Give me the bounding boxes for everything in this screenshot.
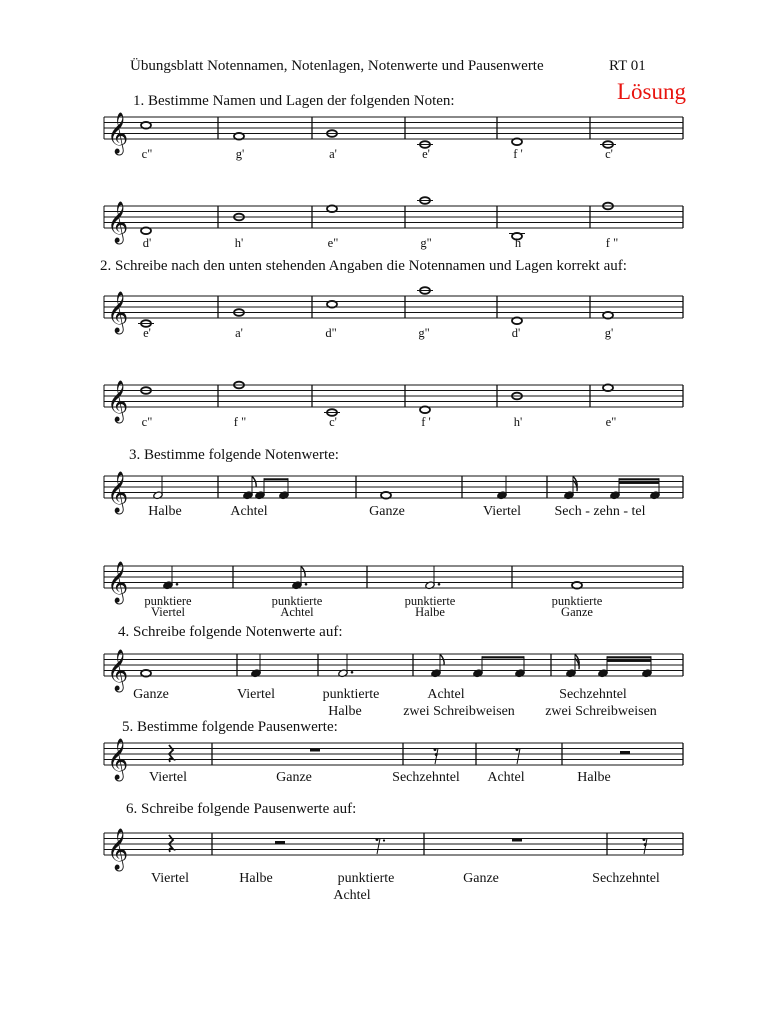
value-label: Viertel: [236, 687, 276, 702]
rest-dot: [383, 839, 385, 841]
rest-label: Sechzehntel: [592, 871, 660, 886]
note-label: a': [329, 147, 337, 161]
value-label: Ganze: [369, 504, 405, 519]
rest-flag: [643, 838, 646, 841]
value-label: Viertel: [151, 605, 185, 619]
note-label: a': [235, 326, 243, 340]
rest-flag: [434, 748, 437, 751]
rest-label: Halbe: [577, 770, 611, 785]
note-label: d': [142, 236, 152, 250]
heading-section-2: 2. Schreibe nach den unten stehenden Angaben die Notennamen und Lagen korrekt auf:: [100, 258, 627, 274]
value-label: Achtel: [427, 687, 465, 702]
heading-section-4: 4. Schreibe folgende Notenwerte auf:: [118, 624, 343, 640]
value-label: Halbe: [328, 704, 362, 719]
note-label: c': [329, 415, 337, 429]
note-label: f ": [233, 415, 247, 429]
treble-clef-icon: 𝄞: [107, 381, 129, 422]
note-label: g": [420, 236, 432, 250]
value-label: punktiere: [144, 594, 192, 608]
rest-label: Achtel: [487, 770, 525, 785]
treble-clef-icon: 𝄞: [107, 650, 129, 691]
half-rest: [620, 751, 630, 754]
heading-section-3: 3. Bestimme folgende Notenwerte:: [129, 447, 339, 463]
value-label: punktierte: [404, 594, 456, 608]
heading-section-6: 6. Schreibe folgende Pausenwerte auf:: [126, 801, 357, 817]
value-label: punktierte: [551, 594, 603, 608]
value-label: Halbe: [415, 605, 445, 619]
rest-label: Achtel: [333, 888, 371, 903]
note-label: f ": [605, 236, 619, 250]
value-label: Halbe: [148, 504, 182, 519]
rest-label: Viertel: [150, 871, 190, 886]
note-label: h': [234, 236, 244, 250]
note-label: h: [514, 236, 522, 250]
note-label: c": [141, 415, 153, 429]
value-label: Ganze: [561, 605, 593, 619]
note-label: e": [327, 236, 339, 250]
rest-flag: [376, 838, 379, 841]
rest-flag: [516, 748, 519, 751]
note-label: f ': [421, 415, 431, 429]
note-beam: [607, 660, 651, 662]
whole-rest: [512, 839, 522, 842]
note-dot: [351, 671, 354, 674]
note-label: g": [418, 326, 430, 340]
note-beam: [264, 478, 288, 480]
rest-label: punktierte: [337, 871, 395, 886]
note-beam: [482, 656, 524, 658]
rest-label: Ganze: [463, 871, 499, 886]
worksheet-title: Übungsblatt Notennamen, Notenlagen, Notenwerte und Pausenwerte: [130, 58, 544, 74]
half-rest: [275, 841, 285, 844]
treble-clef-icon: 𝄞: [107, 202, 129, 243]
rest-flag: [435, 753, 438, 756]
rest-label: Viertel: [148, 770, 188, 785]
treble-clef-icon: 𝄞: [107, 113, 129, 154]
heading-section-1: 1. Bestimme Namen und Lagen der folgenden Noten:: [133, 93, 455, 109]
value-label: Sech - zehn - tel: [554, 504, 646, 519]
note-label: c': [605, 147, 613, 161]
rest-label: Halbe: [239, 871, 273, 886]
value-label: Achtel: [230, 504, 268, 519]
value-label: punktierte: [322, 687, 380, 702]
note-label: e": [605, 415, 617, 429]
treble-clef-icon: 𝄞: [107, 472, 129, 513]
note-dot: [305, 583, 308, 586]
value-label: zwei Schreibweisen: [403, 704, 515, 719]
value-label: Viertel: [482, 504, 522, 519]
note-beam: [619, 478, 659, 480]
note-dot: [176, 583, 179, 586]
value-label: Ganze: [133, 687, 169, 702]
worksheet-code: RT 01: [609, 58, 646, 74]
note-dot: [438, 583, 441, 586]
rest-label: Ganze: [276, 770, 312, 785]
treble-clef-icon: 𝄞: [107, 739, 129, 780]
treble-clef-icon: 𝄞: [107, 562, 129, 603]
note-label: f ': [513, 147, 523, 161]
rest-flag: [644, 843, 647, 846]
solution-label: Lösung: [617, 79, 686, 104]
heading-section-5: 5. Bestimme folgende Pausenwerte:: [122, 719, 338, 735]
value-label: zwei Schreibweisen: [545, 704, 657, 719]
value-label: punktierte: [271, 594, 323, 608]
value-label: Sechzehntel: [559, 687, 627, 702]
rest-label: Sechzehntel: [392, 770, 460, 785]
whole-rest: [310, 749, 320, 752]
note-label: c": [141, 147, 153, 161]
treble-clef-icon: 𝄞: [107, 292, 129, 333]
note-beam: [607, 656, 651, 658]
value-label: Achtel: [280, 605, 314, 619]
treble-clef-icon: 𝄞: [107, 829, 129, 870]
note-label: g': [604, 326, 614, 340]
note-beam: [619, 482, 659, 484]
note-label: h': [513, 415, 523, 429]
note-label: e': [422, 147, 430, 161]
note-label: e': [143, 326, 151, 340]
note-label: d": [325, 326, 337, 340]
note-label: d': [511, 326, 521, 340]
note-label: g': [235, 147, 245, 161]
